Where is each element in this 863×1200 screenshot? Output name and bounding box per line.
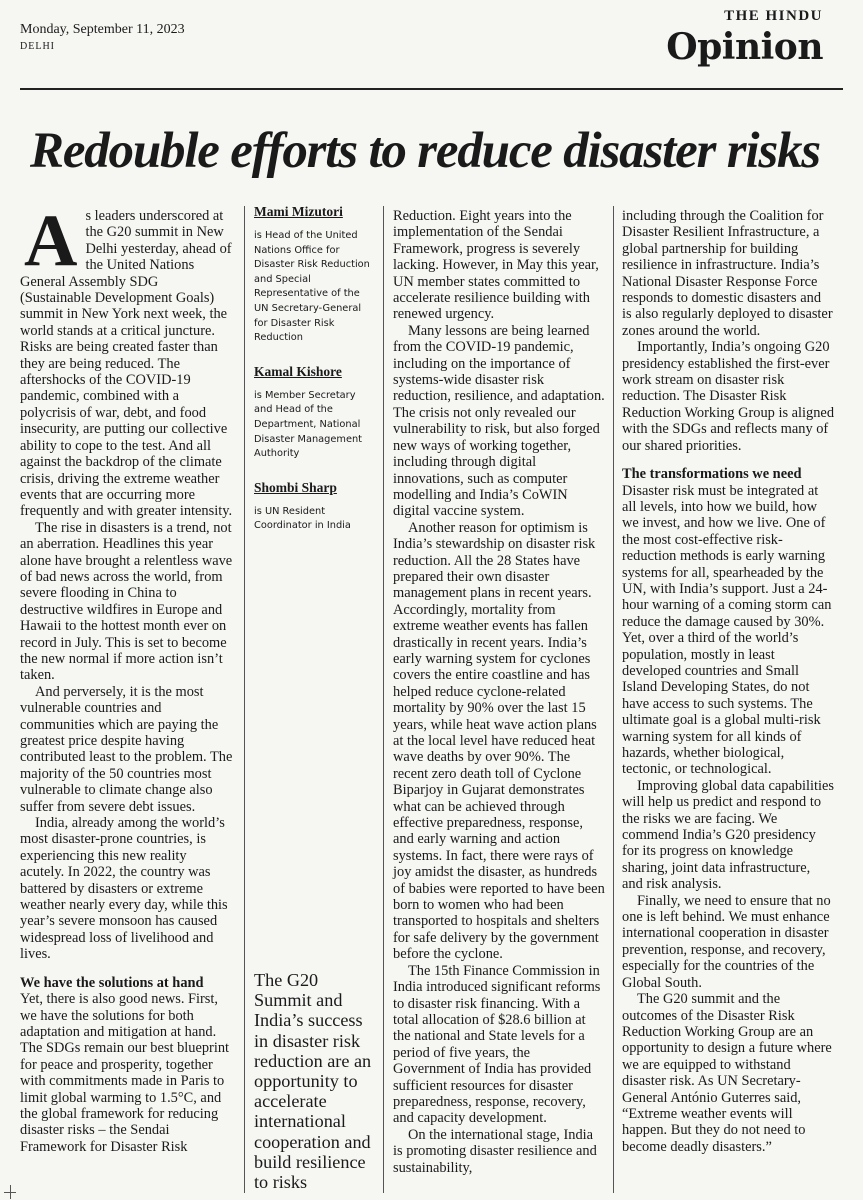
paragraph: Another reason for optimism is India’s stewardship on disaster risk reduction. All the 28 States have prepared their own disaster management plans in recent years. Accordingly, mortality from extreme weather events has fallen drastically in recent years. India’s early warning system for cyclones covers the entire coastline and has helped reduce cyclone-related mortality by 90% over the last 15 years, while heat wave action plans at the local level have reduced heat wave deaths by over 90%. The recent zero death toll of Cyclone Biparjoy in Gujarat demonstrates what can be achieved through effective preparedness, response, and early warning and action systems. In fact, there were rays of joy amidst the disaster, as hundreds of babies were reported to have been born to women who had been transported to hospitals and shelters for safe delivery by the government before the cyclone. [393,519,605,963]
column-divider [383,206,384,1193]
column-divider [244,206,245,1193]
author-name: Shombi Sharp [254,479,337,495]
header-rule [20,88,843,90]
pull-quote: The G20 Summit and India’s success in disaster risk reduction are an opportunity to accelerate international cooperation and build resilience to risks [254,970,372,1193]
paragraph: Importantly, India’s ongoing G20 presidency established the first-ever work stream on disaster risk reduction. The Disaster Risk Reduction Working Group is aligned with the SDGs and reflects many of our shared priorities. [622,339,835,454]
subheading: We have the solutions at hand [20,974,204,991]
paragraph: On the international stage, India is promoting disaster resilience and sustainability, [393,1126,597,1176]
article-headline: Redouble efforts to reduce disaster risks [30,123,820,179]
article-column-4 [622,208,834,1155]
drop-cap: A [24,200,78,282]
author-name: Mami Mizutori [254,204,343,219]
author-bio [254,364,372,462]
paragraph: Finally, we need to ensure that no one is left behind. We must enhance international cooperation in disaster prevention, response, and recovery, especially for the countries of the Global South. [622,892,831,991]
article-column-1 [20,200,233,1155]
author-description: is Member Secretary and Head of the Department, National Disaster Management Authority [254,389,363,460]
paragraph: Disaster risk must be integrated at all levels, into how we build, how we invest, and how we live. One of the most cost-effective risk-reduction methods is early warning systems for all, spearheaded by the UN, with India’s support. Just a 24-hour warning of a coming storm can reduce the damage caused by 30%. Yet, over a third of the world’s population, mostly in least developed countries and Small Island Developing States, do not have access to such systems. The ultimate goal is a global multi-risk warning system for all kinds of hazards, whether biological, tectonic, or technological. [622,482,832,778]
paragraph: Improving global data capabilities will help us predict and respond to the risks we are facing. We commend India’s G20 presidency for its progress on knowledge sharing, joint data infrastructure, and risk analysis. [622,777,835,893]
paragraph: Yet, there is also good news. First, we have the solutions for both adaptation and mitigation at hand. The SDGs remain our best blueprint for peace and prosperity, together with commitments made in Paris to limit global warming to 1.5°C, and the global framework for reducing disaster risks – the Sendai Framework for Disaster Risk [20,991,230,1155]
author-bio [254,204,372,346]
author-description: is UN Resident Coordinator in India [254,505,351,532]
section-title: Opinion [666,26,823,68]
paragraph: India, already among the world’s most disaster-prone countries, is experiencing this new reality acutely. In 2022, the country was battered by disasters or extreme weather nearly every day, while this year’s severe monsoon has caused widespread loss of livelihood and lives. [20,815,228,963]
article-column-3 [393,208,605,1176]
publication-date: Monday, September 11, 2023 [20,22,185,37]
author-bios [254,204,372,552]
author-description: is Head of the United Nations Office for Disaster Risk Reduction and Special Representative of the UN Secretary-General for Disaster Risk Reduction [254,230,370,344]
masthead [666,8,823,69]
paragraph: Many lessons are being learned from the COVID-19 pandemic, including on the importance of systems-wide disaster risk reduction, resilience, and adaptation. The crisis not only revealed our vulnerability to risk, but also forged new ways of working together, including through digital innovations, such as computer modelling and India’s CoWIN digital vaccine system. [393,322,605,520]
author-bio [254,480,372,534]
column-divider [613,206,614,1193]
paragraph: including through the Coalition for Disaster Resilient Infrastructure, a global partnership for building resilience in infrastructure. India’s National Disaster Response Force responds to domestic disasters and is also regularly deployed to disaster zones around the world. [622,208,833,339]
paragraph: And perversely, it is the most vulnerable countries and communities which are paying the greatest price despite having contributed least to the problem. The majority of the 50 countries most vulnerable to climate change also suffer from severe debt issues. [20,683,233,815]
crop-mark [10,1185,11,1199]
paragraph: The G20 summit and the outcomes of the Disaster Risk Reduction Working Group are an opportunity to design a future where we are equipped to withstand disaster risk. As UN Secretary-General António Guterres said, “Extreme weather events will happen. But they do not need to become deadly disasters.” [622,991,832,1155]
paragraph: The rise in disasters is a trend, not an aberration. Headlines this year alone have brought a relentless wave of bad news across the world, from severe flooding in China to destructive wildfires in Europe and Hawaii to the hottest month ever on record in July. This is set to become the new normal if more action isn’t taken. [20,519,233,684]
paragraph: Reduction. Eight years into the implementation of the Sendai Framework, progress is severely lacking. However, in May this year, UN member states committed to accelerate resilience building with renewed urgency. [393,208,599,323]
edition-city: DELHI [20,41,55,52]
subheading: The transformations we need [622,466,802,483]
paper-name: THE HINDU [724,8,823,24]
intro-paragraph [20,200,233,520]
author-name: Kamal Kishore [254,363,342,379]
paragraph: The 15th Finance Commission in India introduced significant reforms to disaster risk financing. With a total allocation of $28.6 billion at the national and State levels for a period of five years, the Government of India has provided sufficient resources for disaster preparedness, response, recovery, and capacity development. [393,962,601,1127]
intro-text: s leaders underscored at the G20 summit in New Delhi yesterday, ahead of the United Nations General Assembly SDG (Sustainable Development Goals) summit in New York next week, the world stands at a critical juncture. Risks are being created faster than they are being reduced. The aftershocks of the COVID-19 pandemic, combined with a polycrisis of war, debt, and food insecurity, are putting our collective ability to cope to the test. And all against the backdrop of the climate crisis, driving the extreme weather events that are occurring more frequently and with greater intensity. [20,208,233,520]
